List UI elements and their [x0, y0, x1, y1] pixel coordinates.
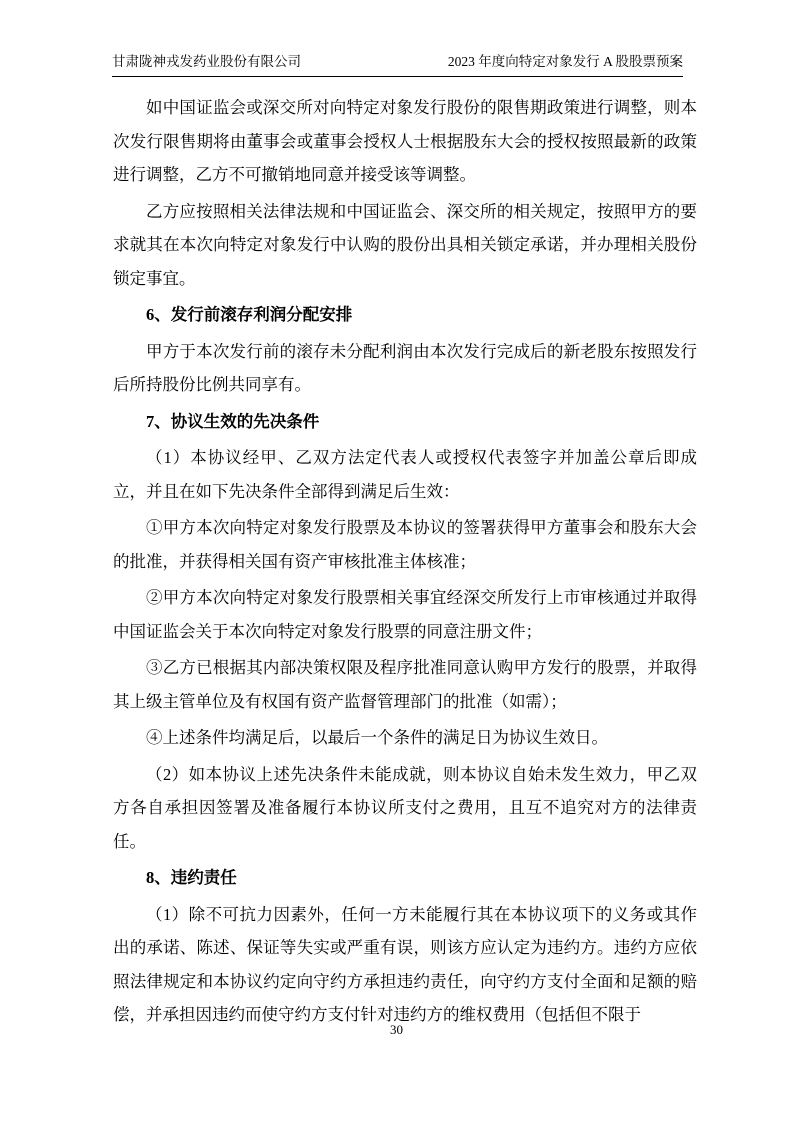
paragraph: 如中国证监会或深交所对向特定对象发行股份的限售期政策进行调整，则本次发行限售期将由董事会或董事会授权人士根据股东大会的授权按照最新的政策进行调整，乙方不可撤销地同意并接受该等调整。 — [113, 98, 697, 184]
header-company-name: 甘肃陇神戎发药业股份有限公司 — [112, 54, 301, 69]
paragraph: 乙方应按照相关法律法规和中国证监会、深交所的相关规定，按照甲方的要求就其在本次向特定对象发行中认购的股份出具相关锁定承诺，并办理相关股份锁定事宜。 — [113, 201, 697, 288]
section-heading: 8、违约责任 — [146, 868, 237, 887]
paragraph: （2）如本协议上述先决条件未能成就，则本协议自始未发生效力，甲乙双方各自承担因签署及准备履行本协议所支付之费用，且互不追究对方的法律责任。 — [113, 764, 697, 851]
header-document-title: 2023 年度向特定对象发行 A 股股票预案 — [447, 54, 683, 69]
document-body — [113, 88, 697, 1035]
paragraph: ②甲方本次向特定对象发行股票相关事宜经深交所发行上市审核通过并取得中国证监会关于本次向特定对象发行股票的同意注册文件； — [113, 588, 697, 641]
page-footer — [0, 1022, 793, 1038]
section-heading: 6、发行前滚存利润分配安排 — [146, 305, 353, 324]
page-number: 30 — [390, 1022, 403, 1037]
section-heading: 7、协议生效的先决条件 — [146, 411, 320, 431]
paragraph: ③乙方已根据其内部决策权限及程序批准同意认购甲方发行的股票，并取得其上级主管单位及有权国有资产监督管理部门的批准（如需）； — [113, 658, 697, 711]
paragraph: ④上述条件均满足后，以最后一个条件的满足日为协议生效日。 — [146, 728, 608, 747]
paragraph: ①甲方本次向特定对象发行股票及本协议的签署获得甲方董事会和股东大会的批准，并获得相关国有资产审核批准主体核准； — [113, 518, 697, 571]
paragraph: （1）除不可抗力因素外，任何一方未能履行其在本协议项下的义务或其作出的承诺、陈述、保证等失实或严重有误，则该方应认定为违约方。违约方应依照法律规定和本协议约定向守约方承担违约责任，向守约方支付全面和足额的赔偿，并承担因违约而使守约方支付针对违约方的维权费用（包括但不限于 — [113, 904, 697, 1024]
paragraph: （1）本协议经甲、乙双方法定代表人或授权代表签字并加盖公章后即成立，并且在如下先决条件全部得到满足后生效： — [113, 448, 697, 501]
page-header — [112, 53, 683, 77]
paragraph: 甲方于本次发行前的滚存未分配利润由本次发行完成后的新老股东按照发行后所持股份比例共同享有。 — [113, 341, 697, 394]
